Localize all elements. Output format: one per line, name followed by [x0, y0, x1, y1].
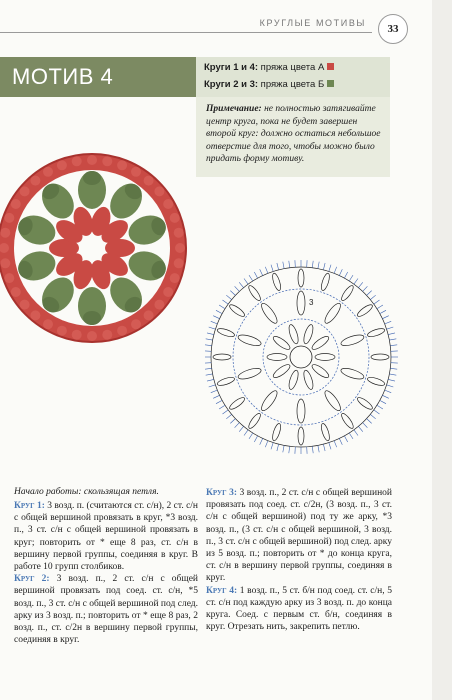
chart-round4-stitch [367, 419, 372, 424]
chart-round4-stitch [223, 410, 229, 414]
outer-stitch [175, 243, 185, 253]
chart-round4-stitch [388, 379, 395, 381]
chart-round3-cluster [298, 427, 304, 445]
chart-round4-stitch [367, 291, 372, 296]
color-a-swatch [327, 63, 334, 70]
chart-round3-cluster [247, 284, 262, 302]
chart-round4-stitch [216, 400, 222, 403]
round-4 [206, 585, 392, 634]
chart-round4-stitch [254, 436, 257, 442]
chart-round3-cluster [371, 354, 389, 360]
outer-stitch [30, 176, 40, 186]
outer-stitch [0, 258, 10, 268]
outer-stitch [102, 330, 112, 340]
chart-round3-cluster [216, 376, 235, 387]
chart-round4-base [211, 267, 391, 447]
chart-round3-cluster [367, 376, 386, 387]
outer-stitch [154, 300, 164, 310]
note-text [206, 103, 384, 166]
outer-stitch [144, 310, 154, 320]
chart-round4-stitch [358, 282, 362, 287]
page-edge [432, 0, 452, 700]
chart-round4-stitch [339, 269, 342, 275]
chart-round4-stitch [265, 441, 268, 448]
chart-round4-stitch [385, 390, 392, 393]
chart-round4-stitch [235, 423, 240, 428]
chart-round4-stitch [206, 339, 213, 340]
chart-round4-stitch [244, 430, 248, 436]
outer-stitch [43, 167, 53, 177]
outer-stitch [174, 228, 184, 238]
chart-round4-stitch [265, 267, 268, 274]
instructions-right-column [206, 487, 392, 633]
chart-round4-stitch [354, 430, 358, 436]
chart-round4-stitch [329, 265, 331, 272]
chart-round3-cluster [213, 354, 231, 360]
chart-round4-stitch [382, 395, 388, 398]
chart-round4-stitch [387, 385, 394, 387]
chart-round2-chain [263, 319, 339, 395]
chart-round4-stitch [318, 262, 319, 269]
chart-round4-stitch [249, 275, 253, 281]
outer-stitch [43, 319, 53, 329]
chart-round4-stitch [389, 339, 396, 340]
yarn-row-b [204, 79, 334, 90]
chart-round4-stitch [271, 265, 273, 272]
chart-round4-stitch [219, 305, 225, 309]
chart-round2-cluster [297, 291, 305, 315]
chart-round1-cluster [315, 354, 335, 361]
chart-round1-cluster [287, 324, 300, 345]
chart-round3-cluster [271, 423, 282, 442]
chart-round2-cluster [322, 389, 343, 413]
outer-stitch [170, 273, 180, 283]
chart-round-marker: 3 [309, 298, 314, 307]
chart-round4-stitch [206, 374, 213, 375]
motif-photo [0, 140, 195, 355]
round-3 [206, 487, 392, 585]
chart-round4-stitch [277, 444, 279, 451]
chart-round4-stitch [334, 441, 337, 448]
chart-round4-stitch [226, 414, 231, 418]
chart-round1-cluster [302, 369, 315, 390]
chart-round4-stitch [387, 327, 394, 329]
round-4-label: Круг 4: [206, 585, 238, 596]
chart-round4-stitch [209, 385, 216, 387]
chart-round3-cluster [228, 396, 246, 411]
chart-round2-cluster [340, 333, 365, 348]
chart-round3-chain [233, 289, 369, 425]
chart-round4-stitch [260, 438, 263, 444]
chart-round4-stitch [230, 419, 235, 424]
chart-round4-stitch [277, 263, 279, 270]
instructions-left-column [14, 500, 198, 646]
outer-stitch [102, 156, 112, 166]
outer-stitch [20, 186, 30, 196]
color-b-swatch [327, 80, 334, 87]
note-panel [196, 97, 390, 177]
chart-round4-stitch [226, 295, 231, 299]
outer-stitch [117, 326, 127, 336]
running-head: КРУГЛЫЕ МОТИВЫ [259, 18, 366, 28]
outer-stitch [174, 258, 184, 268]
chart-round4-stitch [283, 445, 284, 452]
chart-round4-stitch [389, 374, 396, 375]
outer-stitch [11, 287, 21, 297]
chart-round2-cluster [322, 301, 343, 325]
chart-round3-cluster [271, 272, 282, 291]
chart-round4-stitch [230, 291, 235, 296]
round-1 [14, 500, 198, 573]
chart-round4-stitch [213, 316, 219, 319]
outer-stitch [11, 199, 21, 209]
yarn-row-a-label: Круги 1 и 4: [204, 62, 259, 73]
chart-round2-cluster [259, 389, 280, 413]
chart-round4-stitch [334, 267, 337, 274]
chart-round2-cluster [237, 333, 262, 348]
round-2 [14, 573, 198, 646]
chart-round4-stitch [349, 433, 353, 439]
outer-stitch [87, 331, 97, 341]
yarn-row-b-label: Круги 2 и 3: [204, 79, 259, 90]
yarn-row-a [204, 62, 334, 73]
chart-round1-cluster [310, 362, 330, 379]
chart-round4-stitch [283, 262, 284, 269]
chart-round4-stitch [207, 333, 214, 335]
chart-round3-cluster [228, 303, 246, 318]
chart-round3-cluster [356, 396, 374, 411]
chart-round4-stitch [244, 279, 248, 285]
chart-round1-cluster [271, 362, 291, 379]
chart-round1-cluster [287, 369, 300, 390]
chart-round4-stitch [219, 405, 225, 409]
green-cluster-top [83, 311, 101, 325]
outer-stitch [144, 176, 154, 186]
chart-round4-stitch [358, 426, 362, 431]
chart-round4-stitch [344, 436, 347, 442]
chart-round4-stitch [249, 433, 253, 439]
outer-stitch [72, 330, 82, 340]
chart-round3-cluster [247, 412, 262, 430]
chart-round1-cluster [310, 334, 330, 351]
chart-round4-stitch [223, 300, 229, 304]
outer-stitch [131, 167, 141, 177]
chart-round2-cluster [259, 301, 280, 325]
outer-stitch [170, 213, 180, 223]
green-cluster-top [83, 171, 101, 185]
chart-round4-stitch [329, 443, 331, 450]
chart-round4-stitch [205, 345, 212, 346]
chart-round4-stitch [323, 444, 325, 451]
outer-stitch [57, 326, 67, 336]
outer-stitch [0, 228, 10, 238]
chart-center-ring [290, 346, 312, 368]
chart-round1-cluster [271, 334, 291, 351]
chart-round4-stitch [211, 321, 218, 324]
chart-round4-stitch [323, 263, 325, 270]
chart-round3-cluster [298, 269, 304, 287]
chart-round2-cluster [237, 366, 262, 381]
chart-round4-stitch [370, 414, 375, 418]
crochet-chart [205, 235, 405, 470]
chart-round3-cluster [216, 327, 235, 338]
chart-round4-stitch [374, 410, 380, 414]
chart-round4-stitch [349, 275, 353, 281]
note-label: Примечание: [206, 104, 262, 114]
outer-stitch [57, 160, 67, 170]
chart-round4-stitch [205, 368, 212, 369]
chart-round4-stitch [380, 310, 386, 313]
outer-stitch [87, 155, 97, 165]
outer-stitch [117, 160, 127, 170]
outer-stitch [131, 319, 141, 329]
chart-round4-stitch [216, 310, 222, 313]
chart-round4-stitch [312, 446, 313, 453]
chart-round4-stitch [370, 295, 375, 299]
motif-title: МОТИВ 4 [0, 57, 196, 97]
chart-round4-stitch [289, 261, 290, 268]
chart-round2-cluster [297, 399, 305, 423]
chart-round1-cluster [302, 324, 315, 345]
round-1-text: 3 возд. п. (считаются ст. с/н), 2 ст. с/н с общей вершиной провязать в круг, *3 возд. п., 3 ст. с/н с общей вершиной провязать в круг; повторить от * еще 8 раз, ст. с/н в вершину первой группы, соединяя в круг. В работе 10 групп столбиков. [14, 501, 199, 573]
outer-stitch [4, 273, 14, 283]
chart-round4-stitch [271, 443, 273, 450]
chart-round4-stitch [377, 405, 383, 409]
chart-round4-stitch [239, 282, 243, 287]
chart-round3-cluster [340, 284, 355, 302]
chart-round4-stitch [289, 446, 290, 453]
chart-round3-cluster [320, 272, 331, 291]
chart-round4-stitch [374, 300, 380, 304]
header-rule [0, 32, 372, 33]
chart-round3-cluster [367, 327, 386, 338]
chart-round4-stitch [254, 272, 257, 278]
chart-round4-stitch [377, 305, 383, 309]
chart-round4-stitch [209, 327, 216, 329]
round-3-label: Круг 3: [206, 488, 238, 498]
chart-round4-stitch [385, 321, 392, 324]
chart-round4-stitch [235, 286, 240, 291]
yarn-row-b-text: пряжа цвета Б [258, 79, 325, 90]
motif-center-hole [79, 235, 105, 261]
round-2-label: Круг 2: [14, 574, 50, 585]
outer-stitch [4, 213, 14, 223]
chart-round4-stitch [207, 379, 214, 381]
chart-round1-cluster [267, 354, 287, 361]
page-number: 33 [378, 14, 408, 44]
outer-stitch [163, 287, 173, 297]
chart-round3-cluster [340, 412, 355, 430]
chart-round4-stitch [213, 395, 219, 398]
yarn-panel [196, 57, 390, 97]
outer-stitch [72, 156, 82, 166]
round-1-label: Круг 1: [14, 501, 45, 511]
outer-stitch [20, 300, 30, 310]
outer-stitch [30, 310, 40, 320]
chart-round4-stitch [382, 316, 388, 319]
outer-stitch [154, 186, 164, 196]
chart-round3-cluster [320, 423, 331, 442]
chart-round4-stitch [260, 269, 263, 275]
chart-round4-stitch [388, 333, 395, 335]
chart-round4-stitch [363, 423, 368, 428]
chart-round2-cluster [340, 366, 365, 381]
chart-round3-cluster [356, 303, 374, 318]
chart-round4-stitch [390, 368, 397, 369]
chart-round4-stitch [363, 286, 368, 291]
chart-round4-stitch [312, 261, 313, 268]
chart-round4-stitch [339, 438, 342, 444]
chart-round4-stitch [390, 345, 397, 346]
yarn-row-a-text: пряжа цвета А [258, 62, 325, 73]
round-2-text: 3 возд. п., 2 ст. с/н с общей вершиной провязать под соед. ст. с/н, *5 возд. п., 3 ст. с/н с общей вершиной под след. арку из 3 возд. п.; повторить от * еще 8 раз, 2 возд. п., ст. с/2н в вершину первой группы, соединяя в круг. [14, 574, 198, 646]
chart-round4-stitch [354, 279, 358, 285]
chart-round4-stitch [380, 400, 386, 403]
start-instruction: Начало работы: скользящая петля. [14, 487, 159, 497]
chart-round4-stitch [318, 445, 319, 452]
chart-round4-stitch [211, 390, 218, 393]
note-body: не полностью затягивайте центр круга, пока не будет завершен второй круг: должно остаться небольшое отверстие для того, чтобы можно было придать форму мотиву. [206, 104, 381, 164]
chart-round4-stitch [239, 426, 243, 431]
outer-stitch [163, 199, 173, 209]
round-4-text: 1 возд. п., 5 ст. б/н под соед. ст. с/н, 5 ст. с/н под каждую арку из 3 возд. п. до конца круга. Соед. с первым ст. б/н, соединяя в круг. Отрезать нить, закрепить петлю. [206, 585, 392, 633]
chart-round4-stitch [344, 272, 347, 278]
round-3-text: 3 возд. п., 2 ст. с/н с общей вершиной провязать под соед. ст. с/2н, (3 возд. п., 3 ст. с/н с общей вершиной) под ту же арку, *3 возд. п., (3 ст. с/н с общей вершиной, 3 возд. п., 3 ст. с/н с общей вершиной) под след. арку из 5 возд. п.; повторить от * до конца круга, ст. с/н в вершину первой группы, соединяя в круг. [206, 488, 392, 584]
